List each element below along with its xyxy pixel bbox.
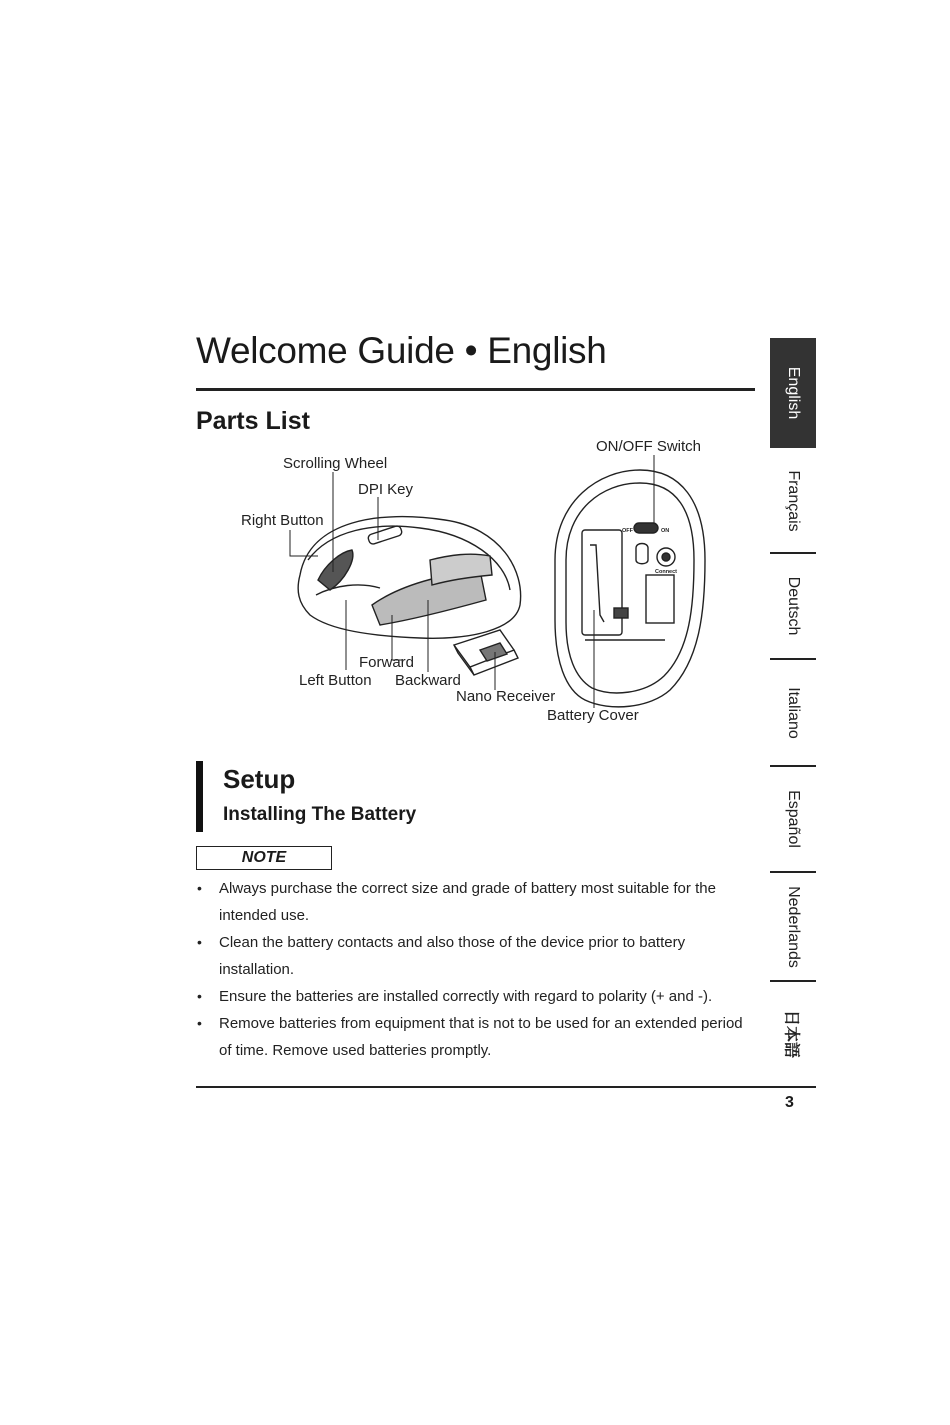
tab-label: Nederlands (785, 885, 802, 968)
list-item-text: Remove batteries from equipment that is not to be used for an extended period of time. Remove used batteries promptly. (219, 1015, 743, 1059)
label-dpi-key: DPI Key (358, 481, 414, 498)
list-item-text: Ensure the batteries are installed correctly with regard to polarity (+ and -). (219, 988, 713, 1005)
tab-label: Deutsch (785, 576, 802, 636)
label-forward: Forward (359, 654, 415, 671)
page-title: Welcome Guide • English (196, 330, 607, 371)
tab-label: 日本語 (782, 1009, 800, 1059)
tab-nederlands[interactable] (770, 873, 816, 980)
battery-notes-list (196, 875, 756, 1064)
label-nano-receiver: Nano Receiver (456, 688, 556, 705)
parts-list-heading: Parts List (196, 407, 310, 435)
list-item (196, 1010, 756, 1064)
mouse-top-view (298, 517, 520, 639)
on-switch-label: ON (661, 528, 670, 534)
label-battery-cover: Battery Cover (547, 707, 639, 724)
tab-label: Italiano (785, 686, 802, 739)
off-switch-label: OFF (622, 528, 633, 534)
setup-heading: Setup (223, 764, 296, 794)
tab-italiano[interactable] (770, 660, 816, 765)
tab-label: English (785, 366, 802, 420)
list-item (196, 983, 756, 1010)
installing-battery-subheading: Installing The Battery (223, 804, 417, 825)
bullet-marker: • (197, 880, 202, 896)
tab-espanol[interactable] (770, 767, 816, 871)
label-backward: Backward (395, 672, 461, 689)
mouse-bottom-view (555, 470, 705, 707)
list-item-text: Clean the battery contacts and also those of the device prior to battery installation. (219, 934, 686, 978)
label-left-button: Left Button (299, 672, 372, 689)
footer-divider (196, 1086, 816, 1088)
page-number: 3 (785, 1094, 794, 1111)
tab-francais[interactable] (770, 448, 816, 553)
list-item (196, 929, 756, 983)
tab-english[interactable] (770, 338, 816, 448)
list-item (196, 875, 756, 929)
tab-japanese[interactable] (770, 982, 816, 1086)
note-label: NOTE (196, 846, 332, 870)
tab-label: Español (785, 790, 802, 848)
bullet-marker: • (197, 1015, 202, 1031)
bullet-marker: • (197, 934, 202, 950)
label-on-off-switch: ON/OFF Switch (596, 438, 702, 455)
setup-accent-bar (196, 761, 203, 832)
label-right-button: Right Button (241, 512, 324, 529)
bullet-marker: • (197, 988, 202, 1004)
list-item-text: Always purchase the correct size and grade of battery most suitable for the intended use. (219, 880, 716, 924)
connect-button-label: Connect (655, 569, 677, 575)
tab-deutsch[interactable] (770, 554, 816, 658)
label-scrolling-wheel: Scrolling Wheel (283, 455, 388, 472)
tab-label: Français (785, 469, 802, 532)
